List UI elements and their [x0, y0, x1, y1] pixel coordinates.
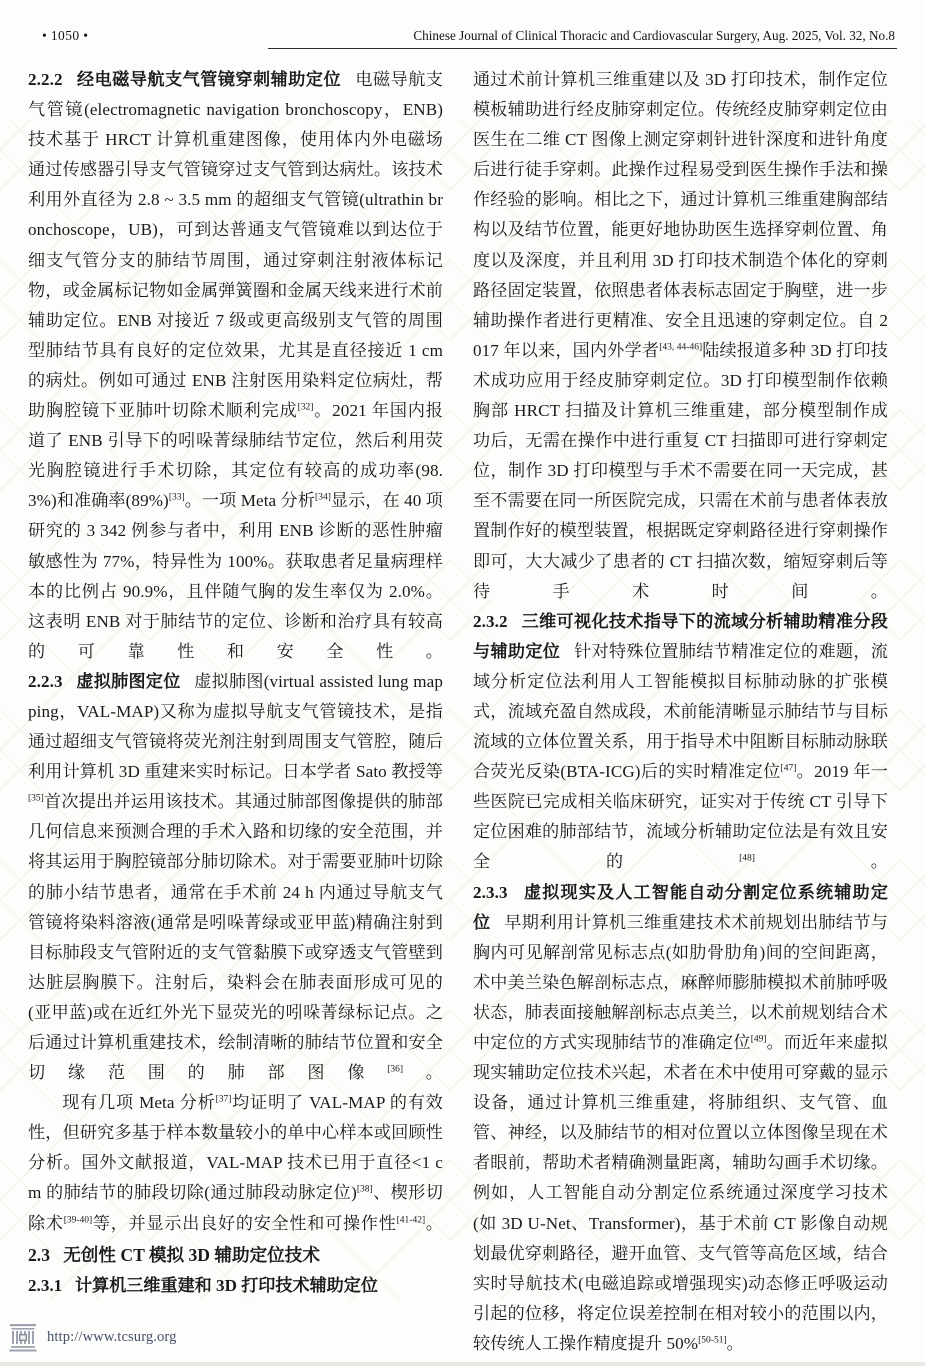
paragraph-text: 首次提出并运用该技术。其通过肺部图像提供的肺部几何信息来预测合理的手术入路和切缘的安全范围，并将其运用于胸腔镜部分肺切除术。对于需要亚肺叶切除的肺小结节患者，通常在手术前 24 h 内通过导航支气管镜将染料溶液(通常是吲哚菁绿或亚甲蓝)精确注射到目标肺段支气管附近的支气管黏膜下或穿透支气管壁到达脏层胸膜下。注射后，染料会在肺表面形成可见的(亚甲蓝)或在近红外光下显荧光的吲哚菁绿标记点。之后通过计算机重建技术，绘制清晰的肺结节位置和安全切缘范围的肺部图像	[28, 792, 443, 1083]
citation-ref: [32]	[297, 402, 314, 413]
paragraph-text: 。	[403, 1063, 443, 1083]
paragraph-text: 虚拟肺图(virtual assisted lung mapping，VAL-MAP)又称为虚拟导航支气管镜技术，是指通过超细支气管镜将荧光剂注射到周围支气管腔，随后利用计算机 3D 重建来实时标记。日本学者 Sato 教授等	[28, 671, 443, 782]
paragraph-text: 电磁导航支气管镜(electromagnetic navigation bronchoscopy，ENB)技术基于 HRCT 计算机重建图像，使用体内外电磁场通过传感器引导支气管镜穿过支气管到达病灶。该技术利用外直径为 2.8 ~ 3.5 mm 的超细支气管镜(ultrathin bronchoscope，UB)，可到达普通支气管镜难以到达位于细支气管分支的肺结节周围，通过穿刺注射液体标记物，或金属标记物如金属弹簧圈和金属天线来进行术前辅助定位。ENB 对接近 7 级或更高级别支气管的周围型肺结节具有良好的定位效果，尤其是直径接近 1 cm 的病灶。例如可通过 ENB 注射医用染料定位病灶，帮助胸腔镜下亚肺叶切除术顺利完成	[28, 70, 444, 421]
citation-ref: [37]	[215, 1094, 232, 1105]
citation-ref: [50-51]	[698, 1335, 727, 1346]
paragraph-text: 陆续报道多种 3D 打印技术成功应用于经皮肺穿刺定位。3D 打印模型制作依赖胸部 HRCT 扫描及计算机三维重建，部分模型制作成功后，无需在操作中进行重复 CT 扫描即可进行穿刺定位，制作 3D 打印模型与手术不需要在同一天完成，甚至不需要在同一所医院完成，只需在术前与患者体表放置制作好的模型装置，根据既定穿刺路径进行穿刺操作即可，大大减少了患者的 CT 扫描次数，缩短穿刺后等待手术时间。	[473, 340, 888, 601]
left-column	[28, 65, 443, 1359]
paragraph-text: 。	[754, 852, 888, 872]
section-2-2-2	[28, 65, 443, 667]
section-title: 虚拟现实及人工智能自动分割定位系统辅助定位	[473, 882, 889, 932]
section-title: 三维可视化技术指导下的流域分析辅助精准分段与辅助定位	[473, 611, 888, 661]
journal-emblem-icon	[8, 1322, 38, 1353]
paragraph-text: 显示，在 40 项研究的 3 342 例参与者中，利用 ENB 诊断的恶性肿瘤敏感性为 77%，特异性为 100%。获取患者足量病理样本的比例占 90.9%，且伴随气胸的发生率仅为 2.0%。这表明 ENB 对于肺结节的定位、诊断和治疗具有较高的可靠性和安全性。	[28, 491, 443, 661]
section-2-3-heading	[28, 1239, 443, 1271]
body-columns	[28, 65, 897, 1359]
running-head	[28, 14, 897, 44]
paragraph-text: 。2019 年一些医院已完成相关临床研究，证实对于传统 CT 引导下定位困难的肺部结节，流域分析辅助定位法是有效且安全的	[473, 762, 888, 872]
section-2-3-1-heading	[28, 1271, 443, 1301]
citation-ref: [49]	[750, 1034, 767, 1045]
section-title: 无创性 CT 模拟 3D 辅助定位技术	[63, 1244, 320, 1265]
citation-ref: [43, 44-46]	[659, 342, 703, 353]
citation-ref: [41-42]	[396, 1214, 426, 1225]
section-number: 2.2.2	[28, 70, 63, 89]
section-title: 计算机三维重建和 3D 打印技术辅助定位	[75, 1275, 378, 1295]
paragraph-meta-analysis	[28, 1088, 443, 1238]
paragraph-text: 。一项 Meta 分析	[184, 491, 316, 511]
citation-ref: [39-40]	[63, 1214, 93, 1225]
right-column	[473, 65, 888, 1359]
section-2-3-3	[473, 878, 888, 1360]
section-number: 2.2.3	[28, 671, 63, 691]
citation-ref: [34]	[315, 492, 331, 503]
paragraph-text: 。	[425, 1213, 443, 1233]
journal-website-url[interactable]: http://www.tcsurg.org	[47, 1329, 177, 1345]
section-title: 虚拟肺图定位	[76, 671, 181, 691]
paragraph-text: 。2021 年国内报道了 ENB 引导下的吲哚菁绿肺结节定位，然后利用荧光胸腔镜进行手术切除，其定位有较高的成功率(98.3%)和准确率(89%)	[28, 401, 444, 511]
paragraph-text: 早期利用计算机三维重建技术术前规划出肺结节与胸内可见解剖常见标志点(如肋骨肋角)间的空间距离，术中美兰染色解剖标志点，麻醉师膨肺模拟术前肺呼吸状态，肺表面接触解剖标志点美兰，以术前规划结合术中定位的方式实现肺结节的准确定位	[473, 912, 888, 1052]
section-title: 经电磁导航支气管镜穿刺辅助定位	[77, 70, 342, 89]
citation-ref: [35]	[28, 793, 44, 804]
citation-ref: [36]	[387, 1064, 404, 1075]
paragraph-text: 均证明了 VAL-MAP 的有效性，但研究多基于样本数量较小的单中心样本或回顾性分析。国外文献报道，VAL-MAP 技术已用于直径<1 cm 的肺结节的肺段切除(通过肺段动脉定位)	[28, 1093, 443, 1203]
paragraph-text: 通过术前计算机三维重建以及 3D 打印技术，制作定位模板辅助进行经皮肺穿刺定位。传统经皮肺穿刺定位由医生在二维 CT 图像上测定穿刺针进针深度和进针角度后进行徒手穿刺。此操作过程易受到医生操作手法和操作经验的影响。相比之下，通过计算机三维重建胸部结构以及结节位置，能更好地协助医生选择穿刺位置、角度以及深度，并且利用 3D 打印技术制造个体化的穿刺路径固定装置，依照患者体表标志固定于胸壁，进一步辅助操作者进行更精准、安全且迅速的穿刺定位。自 2017 年以来，国内外学者	[473, 70, 888, 360]
section-number: 2.3.1	[28, 1275, 63, 1295]
section-number: 2.3.2	[473, 611, 508, 631]
header-rule	[268, 48, 897, 49]
page-number: • 1050 •	[42, 28, 89, 43]
paragraph-text: 、楔形切除术	[28, 1183, 443, 1233]
footer-rule	[0, 1362, 925, 1366]
citation-ref: [48]	[739, 853, 755, 864]
citation-ref: [47]	[780, 763, 797, 774]
section-number: 2.3.3	[473, 882, 508, 902]
paragraph-text: 现有几项 Meta 分析	[62, 1093, 216, 1113]
section-2-3-1-body	[473, 65, 888, 607]
citation-ref: [38]	[356, 1184, 373, 1195]
section-2-2-3	[28, 667, 443, 1088]
section-number: 2.3	[28, 1244, 50, 1265]
paragraph-text: 针对特殊位置肺结节精准定位的难题，流域分析定位法利用人工智能模拟目标肺动脉的扩张模式，流域充盈自然成段，术前能清晰显示肺结节与目标流域的立体位置关系，用于指导术中阻断目标肺动脉联合荧光反染(BTA-ICG)后的实时精准定位	[473, 641, 888, 782]
journal-title: Chinese Journal of Clinical Thoracic and Cardiovascular Surgery, Aug. 2025, Vol. 32, No.8	[413, 28, 895, 43]
paragraph-text: 。	[726, 1333, 744, 1353]
paragraph-text: 。而近年来虚拟现实辅助定位技术兴起，术者在术中使用可穿戴的显示设备，通过计算机三维重建，将肺组织、支气管、血管、神经，以及肺结节的相对位置以立体图像呈现在术者眼前，帮助术者精确测量距离，辅助勾画手术切缘。例如，人工智能自动分割定位系统通过深度学习技术(如 3D U-Net、Transformer)，基于术前 CT 影像自动规划最优穿刺路径，避开血管、支气管等高危区域，结合实时导航技术(电磁追踪或增强现实)动态修正呼吸运动引起的位移，将定位误差控制在相对较小的范围以内，较传统人工操作精度提升 50%	[473, 1033, 888, 1353]
section-2-3-2	[473, 607, 888, 878]
page-footer	[0, 1314, 925, 1366]
citation-ref: [33]	[168, 492, 185, 503]
paragraph-text: 等，并显示出良好的安全性和可操作性	[92, 1213, 397, 1233]
